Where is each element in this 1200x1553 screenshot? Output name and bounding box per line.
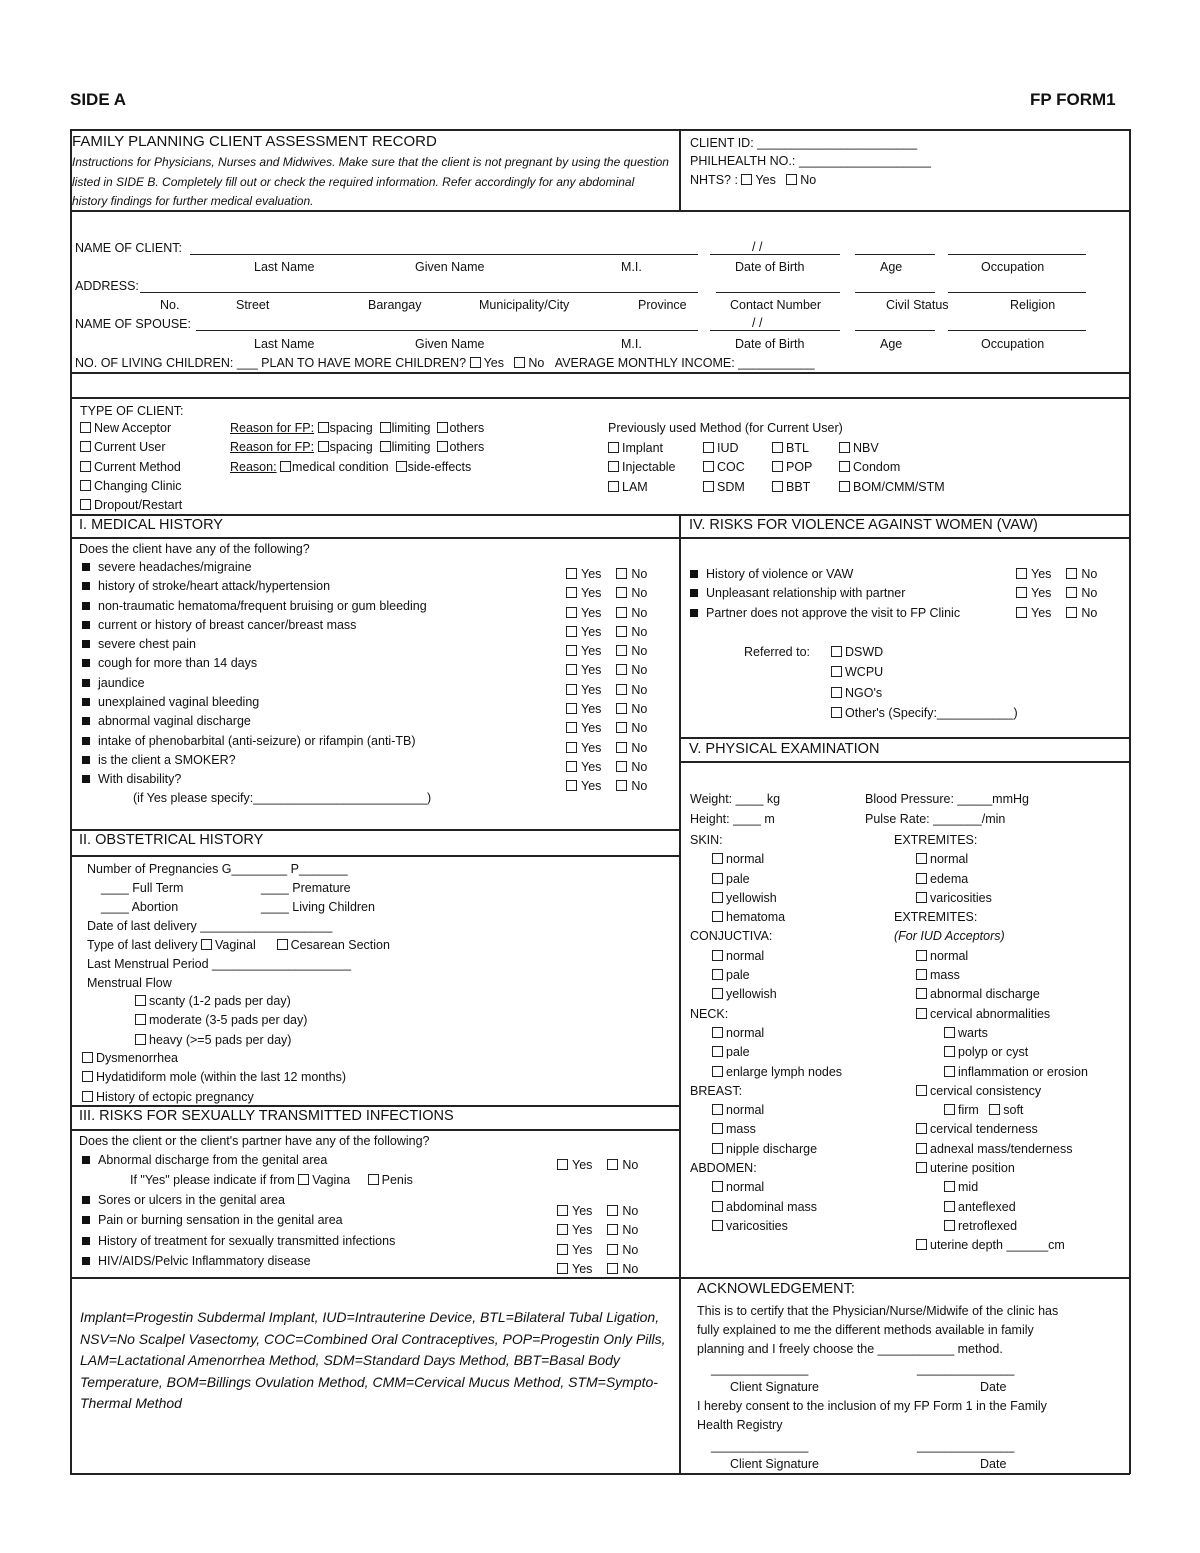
- obstetrical-title: II. OBSTETRICAL HISTORY: [79, 832, 264, 848]
- contact-line[interactable]: [716, 292, 840, 293]
- acknowledgement-title: ACKNOWLEDGEMENT:: [697, 1281, 855, 1297]
- pe-option[interactable]: hematoma: [690, 908, 842, 927]
- nhts-yes-label: Yes: [755, 173, 776, 187]
- pe-option[interactable]: varicosities: [690, 1217, 842, 1236]
- referral-option[interactable]: Other's (Specify:___________): [831, 703, 1018, 723]
- pe-option[interactable]: edema: [894, 870, 1088, 889]
- method-option[interactable]: Injectable: [608, 458, 676, 477]
- medical-item: history of stroke/heart attack/hypertension: [82, 577, 427, 596]
- flow-option[interactable]: moderate (3-5 pads per day): [135, 1011, 307, 1030]
- client-name-label: NAME OF CLIENT:: [75, 241, 182, 255]
- spouse-name-line[interactable]: [196, 330, 698, 331]
- medical-item: severe headaches/migraine: [82, 558, 427, 577]
- living-children-field[interactable]: ____ Living Children: [261, 900, 375, 914]
- sti-item: Sores or ulcers in the genital area: [82, 1190, 395, 1210]
- cesarean-label: Cesarean Section: [290, 938, 390, 952]
- medical-item: unexplained vaginal bleeding: [82, 693, 427, 712]
- lmp-field[interactable]: Last Menstrual Period ____________________: [87, 957, 352, 971]
- vaw-item: Partner does not approve the visit to FP Clinic: [690, 604, 960, 623]
- method-option[interactable]: NBV: [839, 439, 945, 458]
- yes-no-pair[interactable]: Yes No: [566, 739, 651, 758]
- more-children-yes: Yes: [483, 356, 504, 370]
- medical-item: abnormal vaginal discharge: [82, 712, 427, 731]
- medical-item: non-traumatic hematoma/frequent bruising or gum bleeding: [82, 597, 427, 616]
- penis-label: Penis: [381, 1173, 413, 1187]
- method-option[interactable]: Condom: [839, 458, 945, 477]
- referred-label: Referred to:: [744, 645, 811, 659]
- consent-line-2: Health Registry: [697, 1418, 783, 1432]
- height-field[interactable]: Height: ____ m: [690, 812, 775, 826]
- sub-given-name: Given Name: [415, 260, 485, 274]
- method-option[interactable]: Implant: [608, 439, 676, 458]
- sub-dob: Date of Birth: [735, 260, 805, 274]
- pregnancies-field[interactable]: Number of Pregnancies G________ P_______: [87, 862, 348, 876]
- medical-item: With disability?: [82, 770, 427, 789]
- sub-municipality: Municipality/City: [479, 298, 570, 312]
- yes-no-pair[interactable]: Yes No: [1016, 604, 1101, 623]
- signature-line-1[interactable]: ______________: [711, 1362, 809, 1376]
- method-option[interactable]: BTL: [772, 439, 812, 458]
- client-type-option[interactable]: Changing Clinic: [80, 477, 182, 496]
- abortion-field[interactable]: ____ Abortion: [101, 900, 179, 914]
- yes-no-pair[interactable]: Yes No: [557, 1221, 642, 1240]
- pe-sub-option[interactable]: mid: [894, 1178, 1088, 1197]
- flow-options: [135, 992, 307, 1050]
- reason-row: Reason for FP: spacing limiting others: [230, 421, 485, 435]
- penis-checkbox[interactable]: [368, 1174, 379, 1185]
- side-label: SIDE A: [70, 90, 127, 109]
- record-title: FAMILY PLANNING CLIENT ASSESSMENT RECORD: [72, 133, 437, 150]
- nhts-row: [690, 171, 816, 189]
- spouse-label: NAME OF SPOUSE:: [75, 317, 191, 331]
- spouse-sub-dob: Date of Birth: [735, 337, 805, 351]
- pe-option[interactable]: abnormal discharge: [894, 985, 1088, 1004]
- prev-method-label: Previously used Method (for Current User): [608, 421, 843, 435]
- yes-no-pair[interactable]: Yes No: [566, 777, 651, 796]
- pe-option[interactable]: pale: [690, 1043, 842, 1062]
- pe-option[interactable]: yellowish: [690, 985, 842, 1004]
- pe-option[interactable]: cervical abnormalities: [894, 1005, 1088, 1024]
- pe-sub-option[interactable]: firm soft: [894, 1101, 1088, 1120]
- vagina-label: Vagina: [312, 1173, 351, 1187]
- weight-field[interactable]: Weight: ____ kg: [690, 792, 781, 806]
- pe-option[interactable]: pale: [690, 966, 842, 985]
- vaginal-label: Vaginal: [214, 938, 256, 952]
- referral-option[interactable]: NGO's: [831, 683, 1018, 703]
- pe-option[interactable]: enlarge lymph nodes: [690, 1063, 842, 1082]
- pe-option[interactable]: cervical tenderness: [894, 1120, 1088, 1139]
- client-occupation-line[interactable]: [948, 254, 1086, 255]
- method-option[interactable]: LAM: [608, 478, 676, 497]
- date-label-1: Date: [980, 1380, 1007, 1394]
- method-option[interactable]: POP: [772, 458, 812, 477]
- income-field: AVERAGE MONTHLY INCOME: ___________: [554, 356, 815, 370]
- yes-no-pair[interactable]: Yes No: [566, 565, 651, 584]
- iud-acceptors-note: (For IUD Acceptors): [894, 929, 1005, 944]
- religion-line[interactable]: [948, 292, 1086, 293]
- yes-no-pair[interactable]: Yes No: [566, 681, 651, 700]
- sub-no: No.: [160, 298, 180, 312]
- sub-barangay: Barangay: [368, 298, 422, 312]
- last-delivery-field[interactable]: Date of last delivery ___________________: [87, 919, 333, 933]
- pe-option[interactable]: cervical consistency: [894, 1082, 1088, 1101]
- address-label: ADDRESS:: [75, 279, 139, 293]
- medical-yes-no: [566, 565, 651, 797]
- medical-item: jaundice: [82, 674, 427, 693]
- sti-item: Abnormal discharge from the genital area: [82, 1151, 327, 1169]
- sti-item: History of treatment for sexually transmitted infections: [82, 1231, 395, 1251]
- vaw-item: History of violence or VAW: [690, 565, 960, 584]
- yes-no-pair[interactable]: Yes No: [566, 700, 651, 719]
- children-label: NO. OF LIVING CHILDREN: ___ PLAN TO HAVE MORE CHILDREN?: [75, 356, 467, 370]
- philhealth-field[interactable]: PHILHEALTH NO.: ___________________: [690, 154, 931, 168]
- nhts-label: NHTS? :: [690, 173, 738, 187]
- pe-option[interactable]: uterine depth ______cm: [894, 1236, 1088, 1255]
- client-signature-label-2: Client Signature: [730, 1457, 819, 1471]
- pe-sub-option[interactable]: retroflexed: [894, 1217, 1088, 1236]
- medical-question: Does the client have any of the following?: [79, 542, 310, 556]
- sti-item: HIV/AIDS/Pelvic Inflammatory disease: [82, 1251, 395, 1271]
- method-option[interactable]: COC: [703, 458, 745, 477]
- civil-status-line[interactable]: [855, 292, 935, 293]
- referral-options: [831, 642, 1018, 723]
- yes-no-pair[interactable]: Yes No: [557, 1202, 642, 1221]
- yes-no-pair[interactable]: Yes No: [566, 642, 651, 661]
- disability-specify: (if Yes please specify:_________________________): [133, 791, 432, 805]
- pe-heading: EXTREMITES:: [894, 833, 978, 847]
- pe-heading: SKIN:: [690, 833, 723, 847]
- consent-line-1: I hereby consent to the inclusion of my FP Form 1 in the Family: [697, 1399, 1047, 1413]
- nhts-yes-checkbox[interactable]: [741, 174, 752, 185]
- pe-option[interactable]: normal: [894, 947, 1088, 966]
- vagina-checkbox[interactable]: [298, 1174, 309, 1185]
- sub-last-name: Last Name: [254, 260, 315, 274]
- instructions: Instructions for Physicians, Nurses and Midwives. Make sure that the client is not pregnant by using the question listed in SIDE B. Completely fill out or check the required information. Refer accordingly for any abdominal history findings for further medical evaluation.: [72, 155, 669, 208]
- pe-sub-option[interactable]: warts: [894, 1024, 1088, 1043]
- yes-no-pair[interactable]: Yes No: [566, 623, 651, 642]
- client-signature-label-1: Client Signature: [730, 1380, 819, 1394]
- form-label: FP FORM1: [1030, 90, 1116, 109]
- client-dob-line[interactable]: [710, 254, 840, 255]
- premature-field[interactable]: ____ Premature: [261, 881, 351, 895]
- sti-question: Does the client or the client's partner have any of the following?: [79, 1134, 430, 1148]
- abbreviation-legend: Implant=Progestin Subdermal Implant, IUD=Intrauterine Device, BTL=Bilateral Tubal Ligation, NSV=No Scalpel Vasectomy, COC=Combined Oral Contraceptives, POP=Progestin Only Pills, LAM=Lactational Amenorrhea Method, SDM=Standard Days Method, BBT=Basal Body Temperature, BOM=Billings Ovulation Method, CMM=Cervical Mucus Method, STM=Sympto-Thermal Method: [80, 1309, 666, 1411]
- delivery-type-row: [87, 936, 390, 954]
- sub-mi: M.I.: [621, 260, 642, 274]
- sub-civil-status: Civil Status: [886, 298, 949, 312]
- pe-option[interactable]: normal: [690, 1024, 842, 1043]
- medical-item: intake of phenobarbital (anti-seizure) or rifampin (anti-TB): [82, 732, 427, 751]
- yes-no-pair[interactable]: Yes No: [566, 719, 651, 738]
- flow-option[interactable]: scanty (1-2 pads per day): [135, 992, 307, 1011]
- cesarean-checkbox[interactable]: [277, 939, 288, 950]
- vaw-item: Unpleasant relationship with partner: [690, 584, 960, 603]
- medical-item: severe chest pain: [82, 635, 427, 654]
- date-line-1[interactable]: ______________: [917, 1362, 1015, 1376]
- pe-option[interactable]: normal: [690, 850, 842, 869]
- spouse-dob-line[interactable]: [710, 330, 840, 331]
- method-col-2: [703, 439, 745, 497]
- more-children-no-checkbox[interactable]: [514, 357, 525, 368]
- sti-indicate-label: If "Yes" please indicate if from: [130, 1173, 295, 1187]
- date-line-2[interactable]: ______________: [917, 1439, 1015, 1453]
- sti-item: Pain or burning sensation in the genital area: [82, 1210, 395, 1230]
- yes-no-pair[interactable]: Yes No: [1016, 565, 1101, 584]
- pe-heading: CONJUCTIVA:: [690, 929, 773, 944]
- physical-exam-title: V. PHYSICAL EXAMINATION: [689, 741, 880, 757]
- sub-contact: Contact Number: [730, 298, 822, 312]
- client-name-line[interactable]: [190, 254, 698, 255]
- method-col-4: [839, 439, 945, 497]
- pe-right-column: [894, 831, 1088, 1256]
- pe-option[interactable]: abdominal mass: [690, 1198, 842, 1217]
- pe-heading: BREAST:: [690, 1083, 743, 1098]
- vaw-title: IV. RISKS FOR VIOLENCE AGAINST WOMEN (VAW): [689, 517, 1038, 533]
- method-option[interactable]: IUD: [703, 439, 745, 458]
- sti-title: III. RISKS FOR SEXUALLY TRANSMITTED INFECTIONS: [79, 1108, 454, 1124]
- sti-yes-no: [557, 1202, 642, 1279]
- sti-indicate-row: [130, 1171, 413, 1189]
- method-option[interactable]: BBT: [772, 478, 812, 497]
- blood-pressure-field[interactable]: Blood Pressure: _____mmHg: [865, 792, 1029, 806]
- sti-yes-no-first[interactable]: Yes No: [557, 1156, 642, 1175]
- pe-option[interactable]: normal: [690, 1178, 842, 1197]
- pe-option[interactable]: pale: [690, 870, 842, 889]
- yes-no-pair[interactable]: Yes No: [566, 661, 651, 680]
- pe-sub-option[interactable]: inflammation or erosion: [894, 1063, 1088, 1082]
- client-dob-slash: / /: [752, 240, 763, 254]
- yes-no-pair[interactable]: Yes No: [1016, 584, 1101, 603]
- client-id-field[interactable]: CLIENT ID: _______________________: [690, 136, 918, 150]
- sub-religion: Religion: [1010, 298, 1056, 312]
- nhts-no-label: No: [800, 173, 817, 187]
- pe-option[interactable]: mass: [690, 1120, 842, 1139]
- medical-item: current or history of breast cancer/breast mass: [82, 616, 427, 635]
- full-term-field[interactable]: ____ Full Term: [101, 881, 184, 895]
- spouse-sub-mi: M.I.: [621, 337, 642, 351]
- yes-no-pair[interactable]: Yes No: [566, 584, 651, 603]
- spouse-age-line[interactable]: [855, 330, 935, 331]
- spouse-dob-slash: / /: [752, 316, 763, 330]
- yes-no-pair[interactable]: Yes No: [566, 758, 651, 777]
- more-children-no: No: [528, 356, 545, 370]
- medical-items: [82, 558, 427, 790]
- delivery-type-label: Type of last delivery: [87, 938, 198, 952]
- reason-row: Reason for FP: spacing limiting others: [230, 440, 485, 455]
- method-option[interactable]: BOM/CMM/STM: [839, 478, 945, 497]
- client-type-option[interactable]: New Acceptor: [80, 419, 182, 438]
- method-col-3: [772, 439, 812, 497]
- client-type-list: [80, 419, 182, 515]
- medical-item: is the client a SMOKER?: [82, 751, 427, 770]
- yes-no-pair[interactable]: Yes No: [557, 1241, 642, 1260]
- spouse-sub-last: Last Name: [254, 337, 315, 351]
- pe-option[interactable]: adnexal mass/tenderness: [894, 1140, 1088, 1159]
- sub-street: Street: [236, 298, 270, 312]
- menstrual-flow-label: Menstrual Flow: [87, 976, 172, 990]
- pe-heading: ABDOMEN:: [690, 1161, 757, 1176]
- vaginal-checkbox[interactable]: [201, 939, 212, 950]
- method-col-1: [608, 439, 676, 497]
- nhts-no-checkbox[interactable]: [786, 174, 797, 185]
- ack-line-2: fully explained to me the different methods available in family: [697, 1323, 1034, 1337]
- spouse-occupation-line[interactable]: [948, 330, 1086, 331]
- pe-option[interactable]: yellowish: [690, 889, 842, 908]
- client-age-line[interactable]: [855, 254, 935, 255]
- obstetric-other-options: [82, 1049, 346, 1107]
- pe-option[interactable]: mass: [894, 966, 1088, 985]
- pulse-rate-field[interactable]: Pulse Rate: _______/min: [865, 812, 1006, 826]
- pe-heading: NECK:: [690, 1006, 729, 1021]
- pe-heading: EXTREMITES:: [894, 910, 978, 925]
- pe-sub-option[interactable]: polyp or cyst: [894, 1043, 1088, 1062]
- sub-age: Age: [880, 260, 903, 274]
- pe-option[interactable]: nipple discharge: [690, 1140, 842, 1159]
- reason-row: Reason: medical condition side-effects: [230, 459, 472, 474]
- sub-province: Province: [638, 298, 687, 312]
- sti-items: [82, 1190, 395, 1271]
- medical-history-title: I. MEDICAL HISTORY: [79, 517, 223, 533]
- yes-no-pair[interactable]: Yes No: [566, 604, 651, 623]
- pe-option[interactable]: varicosities: [894, 889, 1088, 908]
- client-type-option[interactable]: Current User: [80, 438, 182, 457]
- ack-line-3: planning and I freely choose the ___________ method.: [697, 1342, 1003, 1356]
- referral-option[interactable]: DSWD: [831, 642, 1018, 662]
- reason-list: [230, 419, 484, 477]
- vaw-yes-no: [1016, 565, 1101, 623]
- vaw-items: [690, 565, 960, 623]
- pe-option[interactable]: normal: [690, 1101, 842, 1120]
- more-children-yes-checkbox[interactable]: [470, 357, 481, 368]
- date-label-2: Date: [980, 1457, 1007, 1471]
- obstetric-option[interactable]: History of ectopic pregnancy: [82, 1088, 346, 1107]
- sub-occupation: Occupation: [981, 260, 1045, 274]
- pe-option[interactable]: normal: [894, 850, 1088, 869]
- medical-item: cough for more than 14 days: [82, 654, 427, 673]
- pe-option[interactable]: normal: [690, 947, 842, 966]
- pe-left-column: [690, 831, 842, 1236]
- method-option[interactable]: SDM: [703, 478, 745, 497]
- spouse-sub-given: Given Name: [415, 337, 485, 351]
- referral-option[interactable]: WCPU: [831, 662, 1018, 682]
- yes-no-pair[interactable]: Yes No: [557, 1260, 642, 1279]
- pe-option[interactable]: uterine position: [894, 1159, 1088, 1178]
- signature-line-2[interactable]: ______________: [711, 1439, 809, 1453]
- flow-option[interactable]: heavy (>=5 pads per day): [135, 1031, 307, 1050]
- obstetric-option[interactable]: Dysmenorrhea: [82, 1049, 346, 1068]
- client-type-option[interactable]: Current Method: [80, 458, 182, 477]
- type-of-client-label: TYPE OF CLIENT:: [80, 404, 184, 418]
- address-line[interactable]: [140, 292, 698, 293]
- spouse-sub-age: Age: [880, 337, 903, 351]
- children-row: [75, 354, 815, 372]
- spouse-sub-occupation: Occupation: [981, 337, 1045, 351]
- obstetric-option[interactable]: Hydatidiform mole (within the last 12 months): [82, 1068, 346, 1087]
- pe-sub-option[interactable]: anteflexed: [894, 1198, 1088, 1217]
- ack-line-1: This is to certify that the Physician/Nurse/Midwife of the clinic has: [697, 1304, 1059, 1318]
- client-type-option[interactable]: Dropout/Restart: [80, 496, 182, 515]
